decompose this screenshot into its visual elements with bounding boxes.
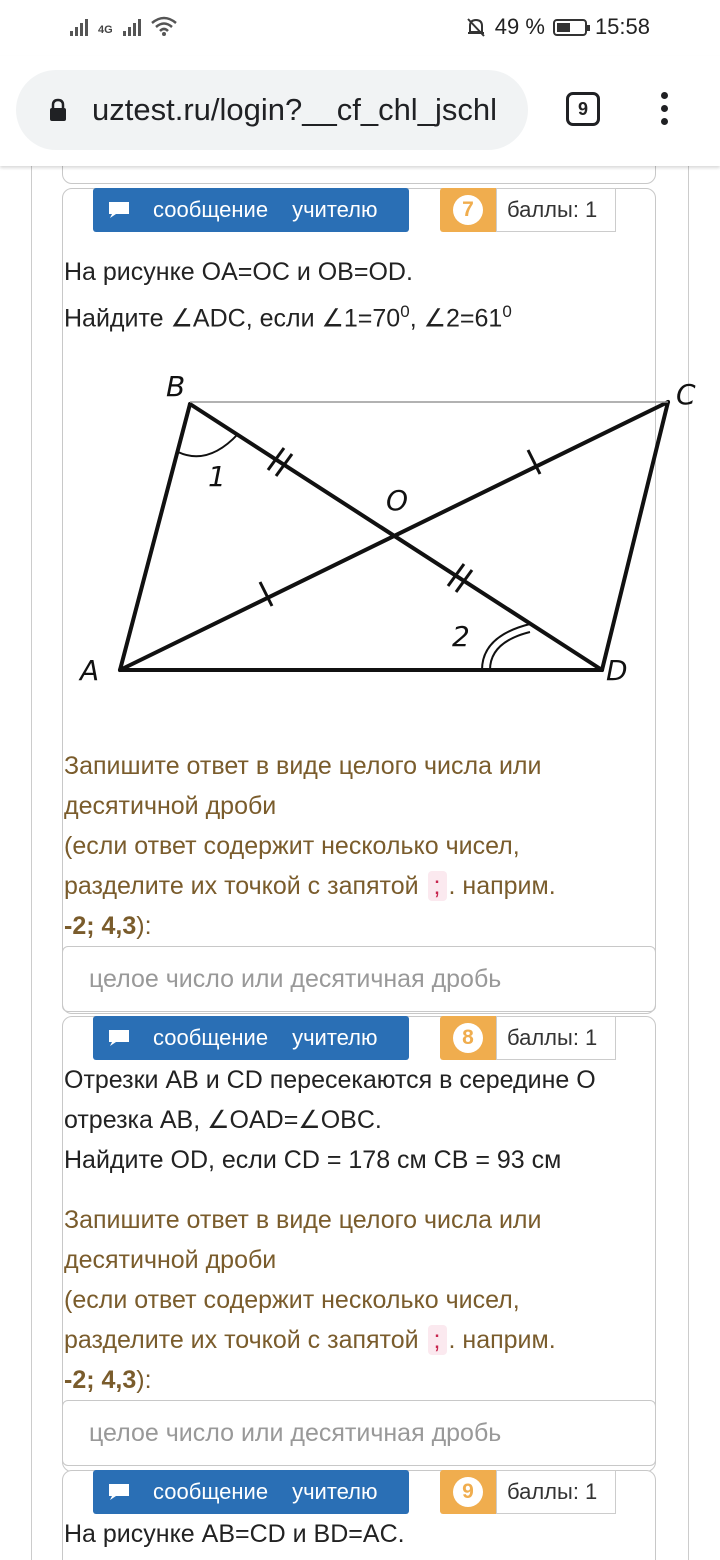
browser-toolbar xyxy=(0,56,720,166)
label-a: A xyxy=(80,654,100,687)
message-teacher-button[interactable]: сообщение учителю xyxy=(93,1470,409,1514)
sim1-signal-icon xyxy=(70,14,88,36)
geometry-figure xyxy=(62,356,712,696)
question-number-badge: 7 xyxy=(440,188,496,232)
battery-icon xyxy=(553,19,587,36)
status-right xyxy=(465,14,650,40)
angle-1-arc xyxy=(178,434,238,456)
tab-switcher-button[interactable]: 9 xyxy=(566,92,600,126)
sim2-signal-icon xyxy=(123,14,141,36)
previous-question-card xyxy=(62,166,656,184)
address-bar[interactable] xyxy=(16,70,528,150)
clock: 15:58 xyxy=(594,14,650,39)
label-angle-1: 1 xyxy=(208,460,226,493)
question-text: На рисунке OA=OC и OB=OD. Найдите ∠ADC, если $\angle 1=70^0$, $\angle 2=61^0$ xyxy=(64,258,512,333)
message-teacher-button[interactable]: сообщение учителю xyxy=(93,1016,409,1060)
page-content xyxy=(0,166,720,1560)
message-bubble-icon xyxy=(107,1029,131,1047)
angle-2-arc-outer xyxy=(482,624,530,670)
status-left xyxy=(70,14,177,36)
page-left-rail xyxy=(31,166,32,1560)
angle-2-arc-inner xyxy=(490,632,530,670)
battery-fill xyxy=(557,23,570,32)
label-o: O xyxy=(386,484,409,517)
question-text: На рисунке AB=CD и BD=AC. xyxy=(64,1520,405,1548)
label-angle-2: 2 xyxy=(452,620,470,653)
answer-input[interactable]: целое число или десятичная дробь xyxy=(62,946,656,1012)
answer-input[interactable]: целое число или десятичная дробь xyxy=(62,1400,656,1466)
more-menu-icon[interactable] xyxy=(656,92,672,132)
label-c: C xyxy=(676,378,696,411)
segment-ab xyxy=(120,404,190,670)
url-text[interactable]: uztest.ru/login?__cf_chl_jschl xyxy=(92,92,497,127)
bell-muted-icon xyxy=(465,16,487,38)
segment-ac xyxy=(120,402,668,670)
question-text: Отрезки AB и CD пересекаются в середине O отрезка AB, ∠OAD=∠OBC. Найдите OD, если CD = 178 см CB = 93 см xyxy=(64,1066,596,1174)
question-number-badge: 8 xyxy=(440,1016,496,1060)
answer-format-hint: Запишите ответ в виде целого числа или десятичной дроби (если ответ содержит несколько чисел, разделите их точкой с запятой ; . наприм. -2; 4,3): xyxy=(64,752,556,940)
segment-dc xyxy=(602,402,668,670)
battery-percent: 49 % xyxy=(494,14,545,39)
answer-format-hint: Запишите ответ в виде целого числа или десятичной дроби (если ответ содержит несколько чисел, разделите их точкой с запятой ; . наприм. -2; 4,3): xyxy=(64,1206,556,1394)
lock-icon[interactable] xyxy=(48,98,68,122)
label-b: B xyxy=(166,370,186,403)
message-bubble-icon xyxy=(107,1483,131,1501)
wifi-icon xyxy=(151,16,177,36)
question-number-badge: 9 xyxy=(440,1470,496,1514)
message-bubble-icon xyxy=(107,201,131,219)
score-label: баллы: 1 xyxy=(496,188,616,232)
score-label: баллы: 1 xyxy=(496,1016,616,1060)
score-label: баллы: 1 xyxy=(496,1470,616,1514)
message-teacher-button[interactable]: сообщение учителю xyxy=(93,188,409,232)
label-d: D xyxy=(606,654,628,687)
network-type: 4G xyxy=(98,24,113,36)
status-bar xyxy=(0,0,720,56)
